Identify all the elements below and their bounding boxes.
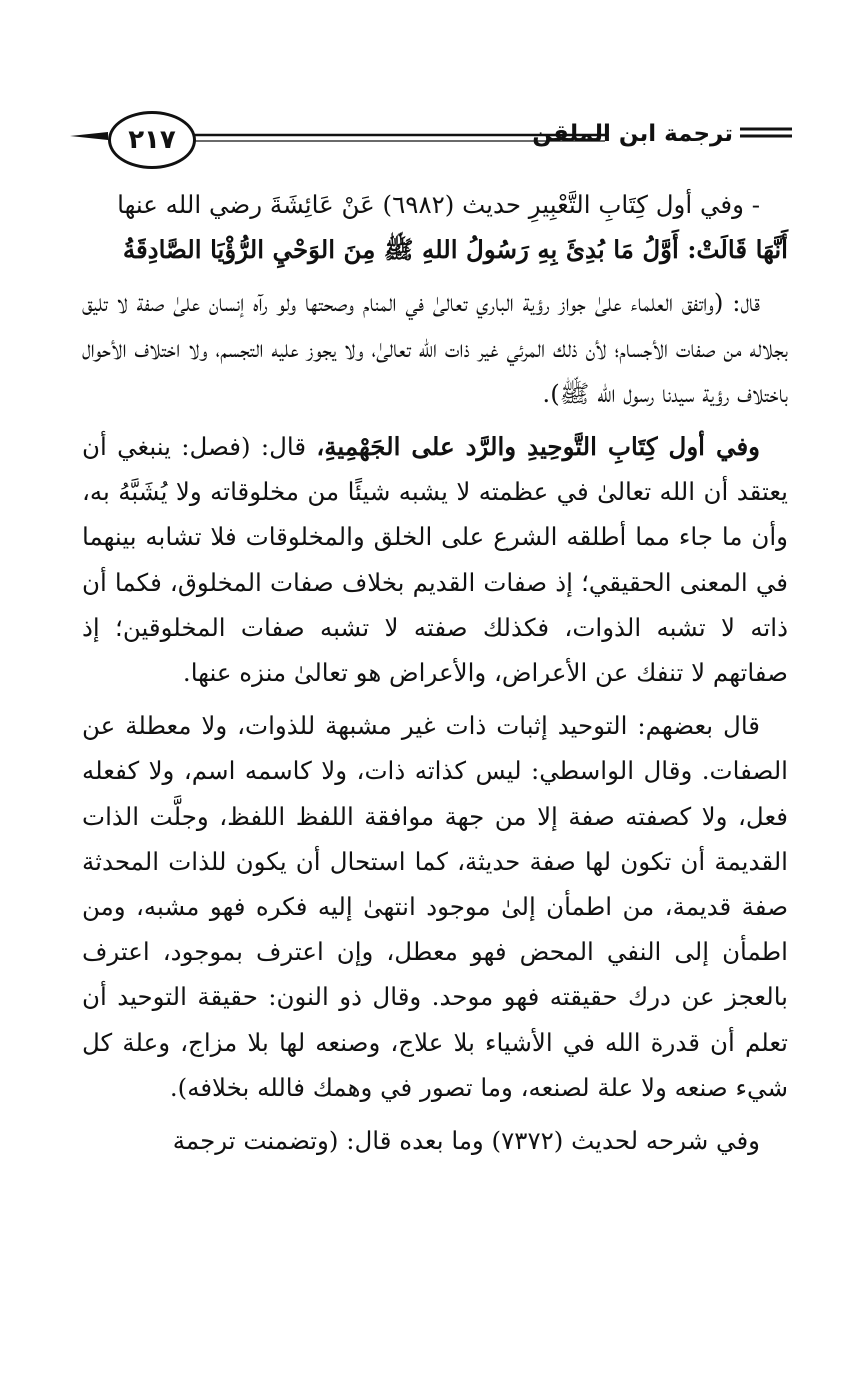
running-title: ترجمة ابن الملقن xyxy=(532,121,733,147)
book-heading: وفي أول كِتَابِ التَّوحِيدِ والرَّد على الجَهْمِيةِ، xyxy=(316,432,760,462)
page-body xyxy=(82,182,788,1163)
page-number: ٢١٧ xyxy=(108,111,196,169)
paragraph-text: قال: (فصل: ينبغي أن يعتقد أن الله تعالىٰ في عظمته لا يشبه شيئًا من مخلوقاته ولا يُشَبَّهُ به، وأن ما جاء مما أطلقه الشرع على الخلق والمخلوقات فلا تشابه بينهما في المعنى الحقيقي؛ إذ صفات القديم بخلاف صفات المخلوق، فكما أن ذاته لا تشبه الذوات، فكذلك صفته لا تشبه صفات المخلوقين؛ إذ صفاتهم لا تنفك عن الأعراض، والأعراض هو تعالىٰ منزه عنها. xyxy=(82,432,788,688)
hadith-quote: أَنَّهَا قَالَتْ: أَوَّلُ مَا بُدِئَ بِهِ رَسُولُ اللهِ ﷺ مِنَ الوَحْيِ الرُّؤْيَا الصَّادِقَةُ xyxy=(122,235,788,265)
paragraph-lead: - وفي أول كِتَابِ التَّعْبِيرِ حديث (٦٩٨٢) عَنْ عَائِشَةَ رضي الله عنها xyxy=(117,190,760,219)
paragraph: قال بعضهم: التوحيد إثبات ذات غير مشبهة للذوات، ولا معطلة عن الصفات. وقال الواسطي: ليس كذاته ذات، ولا كاسمه اسم، ولا كفعله فعل، ولا كصفته صفة إلا من جهة موافقة اللفظ اللفظ، وجلَّت الذات القديمة أن تكون لها صفة حديثة، كما استحال أن يكون للذات المحدثة صفة قديمة، من اطمأن إلىٰ موجود انتهىٰ إليه فكره فهو مشبه، ومن اطمأن إلى النفي المحض فهو معطل، وإن اعترف بموجود، اعترف بالعجز عن درك حقيقته فهو موحد. وقال ذو النون: حقيقة التوحيد أن تعلم أن قدرة الله في الأشياء بلا علاج، وصنعه لها بلا مزاج، وعلة كل شيء صنعه ولا علة لصنعه، وما تصور في وهمك فالله بخلافه). xyxy=(82,711,788,1102)
paragraph: وفي شرحه لحديث (٧٣٧٢) وما بعده قال: (وتضمنت ترجمة xyxy=(172,1126,760,1156)
paragraph: قال: (واتفق العلماء علىٰ جواز رؤية الباري تعالىٰ في المنام وصحتها ولو رآه إنسان علىٰ صفة لا تليق بجلاله من صفات الأجسام؛ لأن ذلك المرئي غير ذات الله تعالىٰ، ولا يجوز عليه التجسم، ولا اختلاف الأحوال باختلاف رؤية سيدنا رسول الله ﷺ). xyxy=(82,288,788,408)
paragraph xyxy=(82,424,788,695)
page-header xyxy=(0,105,868,175)
